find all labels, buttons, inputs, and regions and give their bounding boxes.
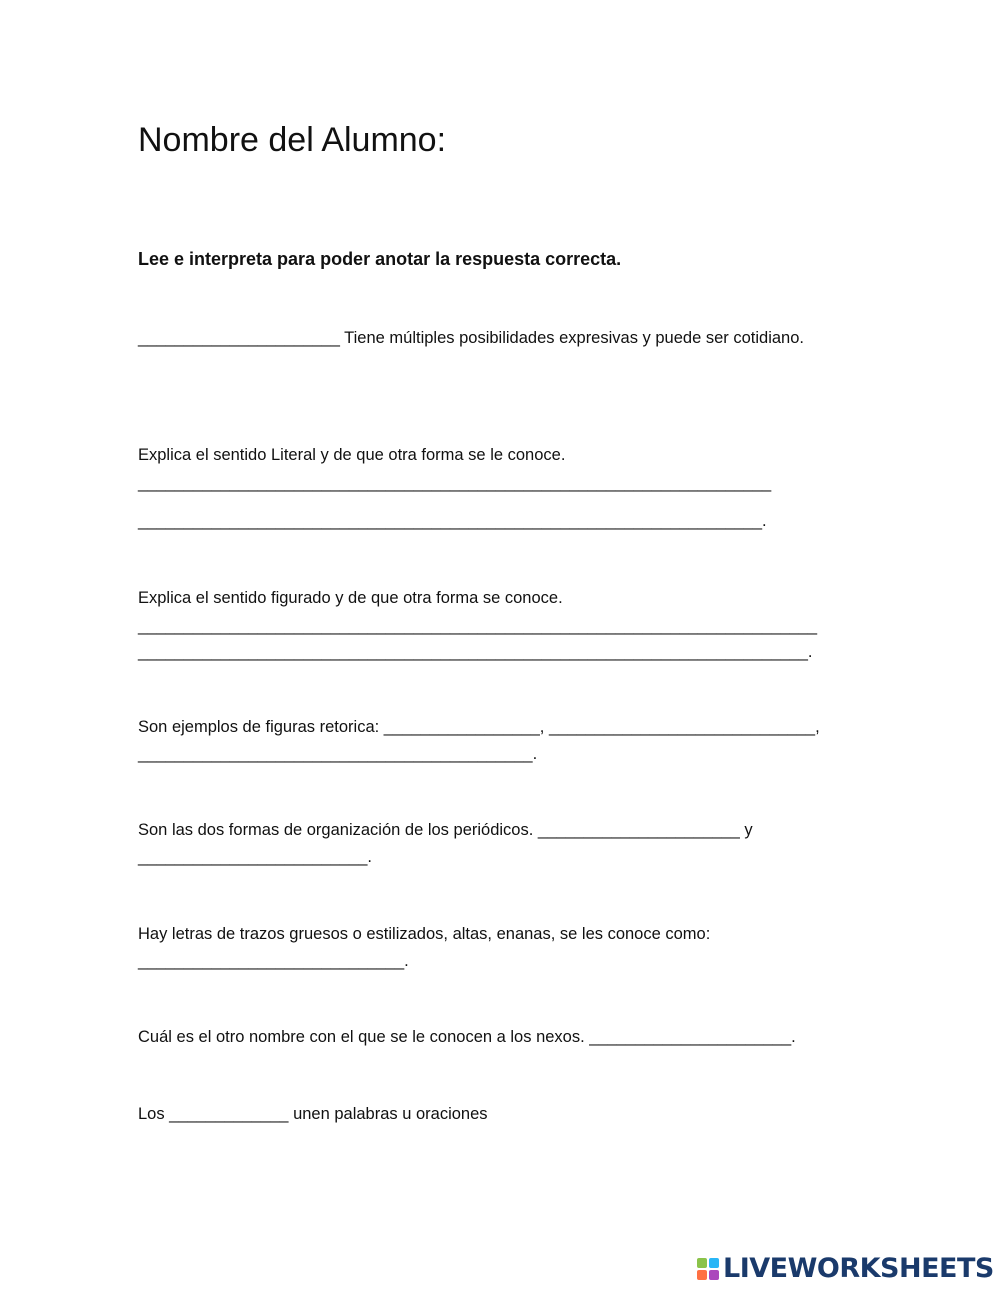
page-title: Nombre del Alumno: [138, 121, 447, 159]
answer-line[interactable]: _________________________________________________________________________. [138, 643, 813, 661]
logo-square-3 [697, 1270, 707, 1280]
logo-square-4 [709, 1270, 719, 1280]
answer-line[interactable]: ___________________________________________. [138, 745, 538, 763]
logo-text: LIVEWORKSHEETS [723, 1253, 994, 1284]
answer-line[interactable]: _____________________________________________________________________ [138, 474, 772, 492]
question-1: ______________________ Tiene múltiples posibilidades expresivas y puede ser cotidiano. [138, 329, 804, 347]
question-4: Son ejemplos de figuras retorica: _________________, _____________________________, [138, 718, 820, 736]
question-3: Explica el sentido figurado y de que otra forma se conoce. [138, 589, 563, 607]
logo-square-1 [697, 1258, 707, 1268]
question-8: Los _____________ unen palabras u oraciones [138, 1105, 488, 1123]
answer-line[interactable]: _________________________. [138, 848, 372, 866]
liveworksheets-logo [697, 1254, 994, 1284]
question-2: Explica el sentido Literal y de que otra forma se le conoce. [138, 446, 566, 464]
answer-line[interactable]: __________________________________________________________________________ [138, 617, 818, 635]
logo-square-2 [709, 1258, 719, 1268]
answer-line[interactable]: ____________________________________________________________________. [138, 512, 767, 530]
logo-mark-icon [697, 1258, 719, 1280]
question-7: Cuál es el otro nombre con el que se le conocen a los nexos. ______________________. [138, 1028, 796, 1046]
answer-line[interactable]: _____________________________. [138, 952, 409, 970]
question-6: Hay letras de trazos gruesos o estilizados, altas, enanas, se les conoce como: [138, 925, 711, 943]
instruction-heading: Lee e interpreta para poder anotar la respuesta correcta. [138, 249, 622, 269]
question-5: Son las dos formas de organización de los periódicos. ______________________ y [138, 821, 753, 839]
